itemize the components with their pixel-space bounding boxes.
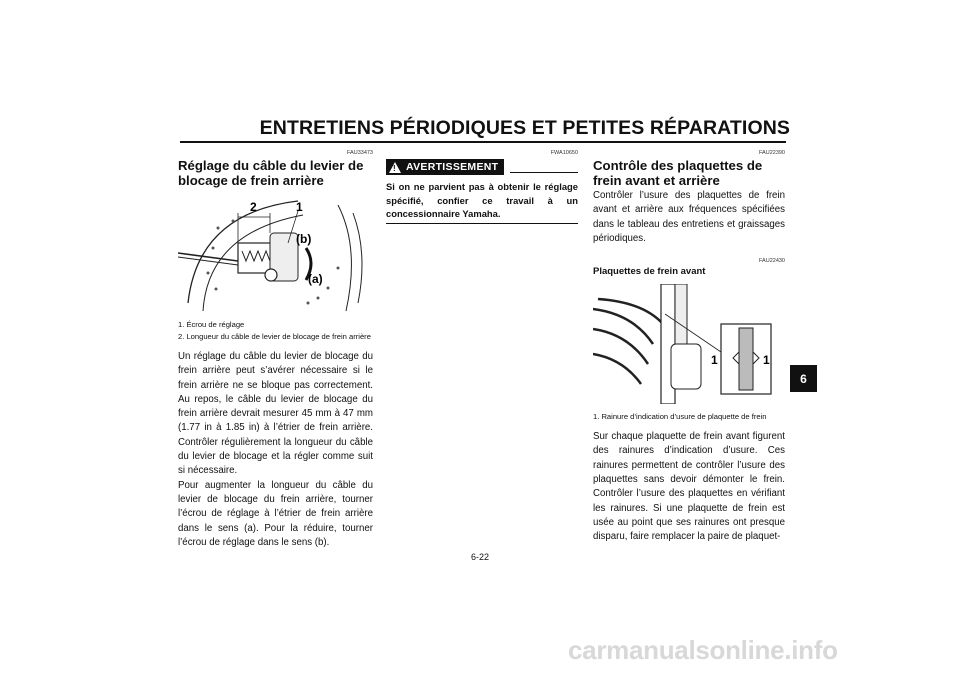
warning-icon: ! <box>389 162 401 173</box>
figure-label: 1 <box>711 353 718 368</box>
chapter-tab: 6 <box>790 365 817 392</box>
page-title: ENTRETIENS PÉRIODIQUES ET PETITES RÉPARATIONS <box>259 117 790 139</box>
page-number: 6-22 <box>470 552 489 562</box>
brake-pad-figure <box>593 284 785 404</box>
paragraph: Contrôler l’usure des plaquettes de frein avant et arrière aux fréquences spécifiées dans le tableau des entretiens et graissages périodiques. <box>593 190 785 244</box>
left-column <box>178 150 373 550</box>
section-code: FAU33473 <box>347 150 373 156</box>
figure-label: 2 <box>250 200 257 214</box>
right-column <box>593 150 785 545</box>
watermark: carmanualsonline.info <box>568 635 838 665</box>
caption-item: 2. Longueur du câble de levier de blocage de frein arrière <box>178 332 371 341</box>
section-title-cable: Réglage du câble du levier de blocage de frein arrière <box>178 158 364 188</box>
figure-label: (b) <box>296 232 312 246</box>
paragraph: Sur chaque plaquette de frein avant figurent des rainures d’indication d’usure. Ces rainures permettent de contrôler l’usure des plaquettes sans devoir démonter le frein. Contrôler l’usure des plaquettes en vérifiant les rainures. Si une plaquette de frein est usée au point que ses rainures ont presque disparu, faire remplacer la paire de plaquet- <box>593 431 785 543</box>
header-rule <box>180 141 786 143</box>
section-code: FAU22430 <box>759 258 785 265</box>
figure-label: 1 <box>296 200 303 214</box>
figure-label: 1 <box>763 353 770 368</box>
section-subtitle: Plaquettes de frein avant <box>593 266 706 278</box>
figure-label: (a) <box>308 272 323 286</box>
warning-text: Si on ne parvient pas à obtenir le réglage spécifié, confier ce travail à un concessionnaire Yamaha. <box>386 181 578 220</box>
paragraph: Un réglage du câble du levier de blocage du frein arrière peut s’avérer nécessaire si le frein arrière ne se bloque pas correctement. Au repos, le câble du levier de blocage du frein arrière devrait mesurer 45 mm à 47 mm (1.77 in à 1.85 in) à l’étrier de frein arrière. Contrôler régulièrement la longueur du câble du levier de blocage et la régler comme suit si nécessaire. <box>178 351 373 477</box>
section-code: FAU22390 <box>759 150 785 156</box>
brake-cable-figure <box>178 193 373 313</box>
middle-column <box>386 150 578 224</box>
caption-item: 1. Écrou de réglage <box>178 320 245 329</box>
warning-badge <box>386 159 504 175</box>
section-title-pads: Contrôle des plaquettes de frein avant et arrière <box>593 158 763 188</box>
warning-code: FWA10650 <box>550 150 578 156</box>
paragraph: Pour augmenter la longueur du câble du levier de blocage du frein arrière, tourner l’écrou de réglage à l’étrier de frein arrière dans le sens (a). Pour la réduire, tourner l’écrou de réglage dans le sens (b). <box>178 479 373 548</box>
warning-rule <box>510 172 578 173</box>
warning-bottom-rule <box>386 223 578 224</box>
caption-item: 1. Rainure d’indication d’usure de plaquette de frein <box>593 412 767 422</box>
warning-label: AVERTISSEMENT <box>406 161 499 173</box>
